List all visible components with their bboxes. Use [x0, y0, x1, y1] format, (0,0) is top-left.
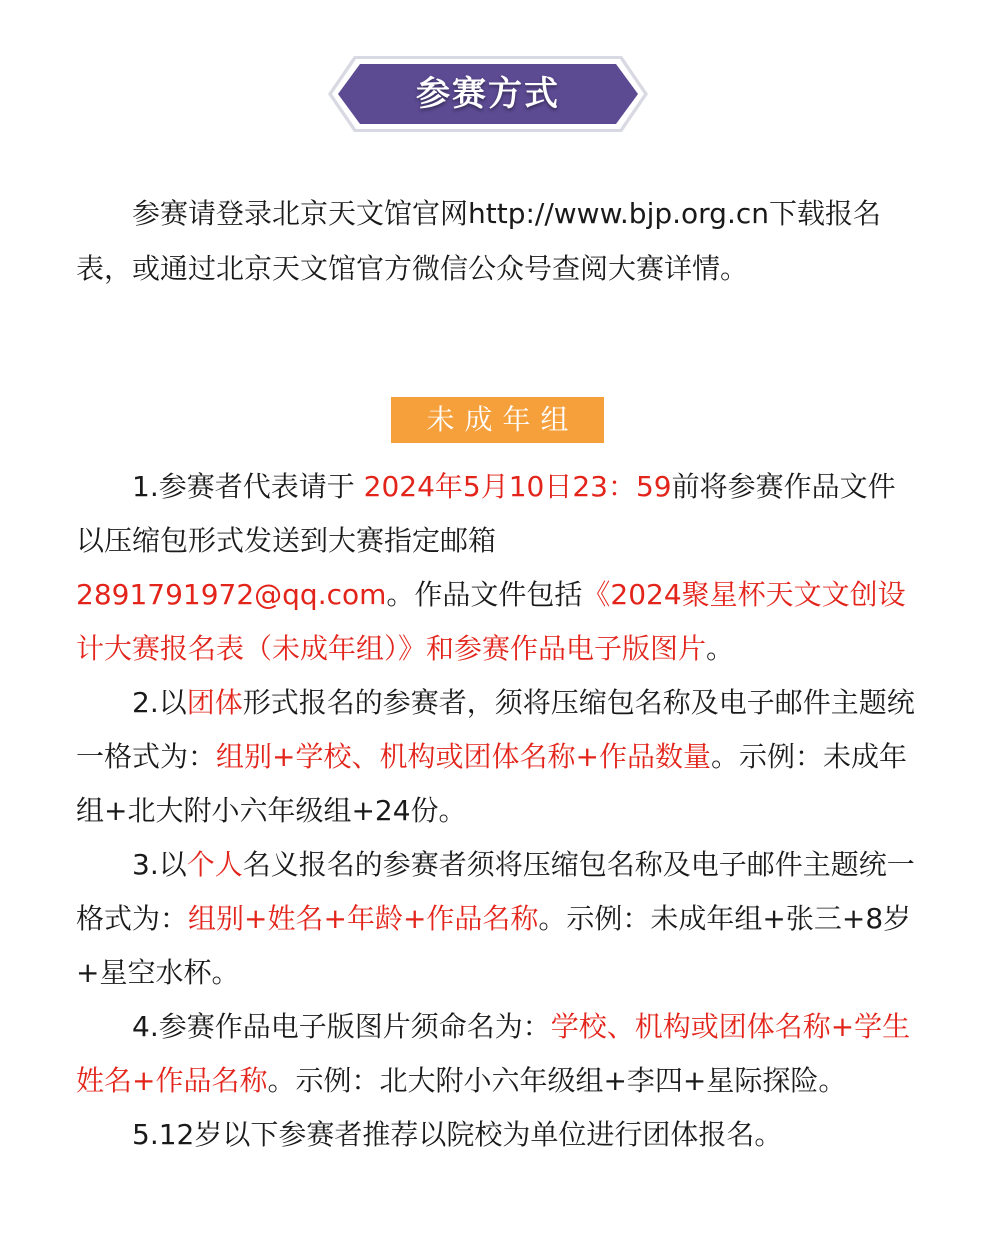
- rule-item-2: [76, 676, 916, 838]
- rule-item-1: [76, 460, 916, 676]
- rule-text: 名义报名的参赛者须将压缩包名称及电子邮件主题统一格式为：: [76, 848, 915, 935]
- group-highlight: 团体: [186, 686, 243, 719]
- format-highlight: 组别+学校、机构或团体名称+作品数量: [216, 740, 711, 773]
- deadline-highlight: 2024年5月10日23：59: [363, 470, 672, 503]
- naming-highlight: 学校、机构或团体名称+学生姓名+作品名称: [76, 1010, 911, 1097]
- email-highlight: 2891791972@qq.com: [76, 578, 387, 611]
- rule-text: 前将参赛作品文件以压缩包形式发送到大赛指定邮箱: [76, 470, 896, 557]
- rule-text: 。: [706, 632, 735, 665]
- group-badge: 未成年组: [391, 397, 604, 443]
- rule-text: 形式报名的参赛者，须将压缩包名称及电子邮件主题统一格式为：: [76, 686, 915, 773]
- rule-text: 5.12岁以下参赛者推荐以院校为单位进行团体报名。: [132, 1118, 783, 1151]
- rule-item-5: [76, 1108, 916, 1162]
- rule-item-3: [76, 838, 916, 1000]
- rule-text: 。示例：北大附小六年级组+李四+星际探险。: [267, 1064, 847, 1097]
- rule-text: 4.参赛作品电子版图片须命名为：: [132, 1010, 551, 1043]
- rule-text: 。作品文件包括: [386, 578, 583, 611]
- section-banner: [326, 54, 650, 134]
- section-title: 参赛方式: [416, 74, 560, 114]
- rule-text: 3.以: [132, 848, 187, 881]
- individual-highlight: 个人: [186, 848, 243, 881]
- rule-text: 1.参赛者代表请于: [132, 470, 364, 503]
- rules-list: [76, 460, 916, 1162]
- intro-paragraph: 参赛请登录北京天文馆官网http://www.bjp.org.cn下载报名表，或通过北京天文馆官方微信公众号查阅大赛详情。: [76, 197, 882, 285]
- rule-text: 。示例：未成年组+北大附小六年级组+24份。: [76, 740, 907, 827]
- rule-item-4: [76, 1000, 916, 1108]
- format-highlight: 组别+姓名+年龄+作品名称: [188, 902, 539, 935]
- rule-text: 2.以: [132, 686, 187, 719]
- files-highlight: 《2024聚星杯天文文创设计大赛报名表（未成年组）》和参赛作品电子版图片: [76, 578, 906, 665]
- rule-text: 。示例：未成年组+张三+8岁+星空水杯。: [76, 902, 912, 989]
